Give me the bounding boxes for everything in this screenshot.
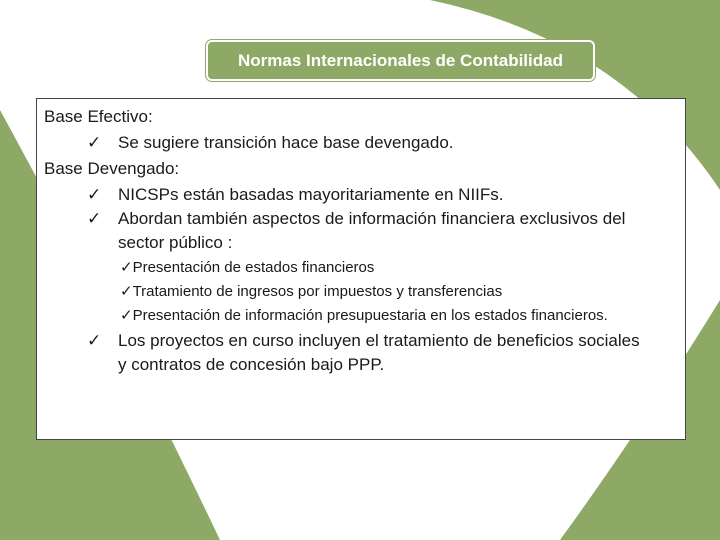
list-item <box>87 133 454 153</box>
slide-title-text: Normas Internacionales de Contabilidad <box>238 50 563 70</box>
content-box <box>36 98 686 440</box>
checkmark-icon: ✓ <box>120 258 133 276</box>
list-item <box>87 185 504 205</box>
checkmark-icon: ✓ <box>120 282 133 300</box>
sub-list-item-text: Tratamiento de ingresos por impuestos y transferencias <box>132 283 503 300</box>
base-devengado-heading: Base Devengado: <box>44 159 180 178</box>
sub-list-item-text: Presentación de estados financieros <box>132 259 375 276</box>
list-item-continuation: y contratos de concesión bajo PPP. <box>118 355 385 374</box>
list-item <box>87 331 640 351</box>
sub-list-item <box>120 282 502 300</box>
list-item-text: Abordan también aspectos de información financiera exclusivos del <box>118 209 626 228</box>
checkmark-icon: ✓ <box>87 133 102 153</box>
base-efectivo-heading: Base Efectivo: <box>44 107 153 126</box>
list-item-text: NICSPs están basadas mayoritariamente en NIIFs. <box>118 185 504 204</box>
checkmark-icon: ✓ <box>87 185 102 205</box>
checkmark-icon: ✓ <box>120 306 133 324</box>
list-item-text: Los proyectos en curso incluyen el tratamiento de beneficios sociales <box>118 331 640 350</box>
sub-list-item <box>120 258 374 276</box>
list-item <box>87 209 626 229</box>
list-item-text: Se sugiere transición hace base devengado. <box>118 133 454 152</box>
slide-title <box>206 40 595 81</box>
checkmark-icon: ✓ <box>87 209 102 229</box>
list-item-continuation: sector público : <box>118 233 233 252</box>
sub-list-item <box>120 306 608 324</box>
checkmark-icon: ✓ <box>87 331 102 351</box>
sub-list-item-text: Presentación de información presupuestaria en los estados financieros. <box>132 307 608 324</box>
